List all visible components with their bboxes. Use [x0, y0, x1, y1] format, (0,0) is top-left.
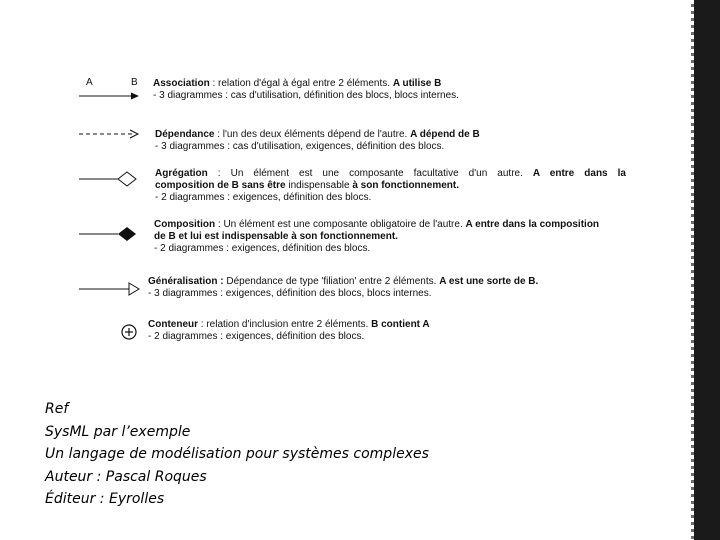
bold-text: Composition: [154, 219, 216, 230]
relation-line: [154, 219, 599, 230]
bold-text: A entre dans la composition: [465, 219, 600, 230]
book-title: SysML par l’exemple: [45, 423, 191, 440]
bold-text: A dépend de B: [410, 129, 480, 140]
text: : relation d'inclusion entre 2 éléments.: [198, 319, 372, 330]
relation-line: [154, 231, 398, 242]
relation-line: [148, 319, 430, 330]
text: - 2 diagrammes : exigences, définition des blocs.: [155, 192, 372, 203]
book-author: Auteur : Pascal Roques: [45, 468, 207, 485]
relation-line: [155, 180, 459, 191]
relation-line: [148, 276, 538, 287]
text: indispensable: [288, 180, 350, 191]
bold-text: Généralisation :: [148, 276, 224, 287]
bold-text: composition de B sans être: [155, 180, 289, 191]
text: - 3 diagrammes : cas d'utilisation, exigences, définition des blocs.: [155, 141, 445, 152]
bold-text: de B et lui est indispensable à son fonctionnement.: [154, 231, 398, 242]
text: : Un élément est une composante facultative d'un autre.: [207, 168, 533, 179]
relation-line: [153, 90, 459, 101]
relation-line: [155, 129, 480, 140]
text: Dépendance de type 'filiation' entre 2 éléments.: [223, 276, 440, 287]
bold-text: Dépendance: [155, 129, 215, 140]
relation-line: [148, 288, 431, 299]
bold-text: A utilise B: [392, 78, 442, 89]
relation-line: [155, 192, 371, 203]
dashed-arrow-icon: [79, 130, 138, 138]
bold-text: A est une sorte de B.: [439, 276, 539, 287]
hollow-diamond-icon: [79, 172, 136, 186]
ref-heading: Ref: [45, 401, 69, 417]
circle-plus-icon: [122, 325, 136, 339]
text: : relation d'égal à égal entre 2 éléments.: [209, 78, 393, 89]
text: : Un élément est une composante obligatoire de l'autre.: [215, 219, 466, 230]
reference-block: [45, 398, 429, 511]
bold-text: Agrégation: [155, 168, 208, 179]
bold-text: Association: [153, 78, 210, 89]
relation-line: [148, 331, 364, 342]
bold-text: Conteneur: [148, 319, 198, 330]
text: : l'un des deux éléments dépend de l'autre.: [214, 129, 411, 140]
bold-text: B contient A: [371, 319, 430, 330]
bold-text: A entre dans la: [532, 168, 626, 179]
relation-line: [155, 168, 626, 179]
text: - 2 diagrammes : exigences, définition des blocs.: [148, 331, 365, 342]
filled-diamond-icon: [79, 227, 136, 241]
hollow-triangle-arrow-icon: [79, 283, 139, 295]
text: - 2 diagrammes : exigences, définition des blocs.: [154, 243, 371, 254]
text: - 3 diagrammes : cas d'utilisation, définition des blocs, blocs internes.: [153, 90, 459, 101]
label-b: B: [131, 77, 138, 88]
relation-line: [154, 243, 370, 254]
label-a: A: [86, 77, 93, 88]
bold-text: à son fonctionnement.: [349, 180, 459, 191]
relation-line: [153, 78, 441, 89]
relation-line: [155, 141, 444, 152]
plain-arrow-icon: [79, 93, 139, 100]
book-subtitle: Un langage de modélisation pour systèmes complexes: [45, 446, 429, 462]
book-publisher: Éditeur : Eyrolles: [45, 491, 165, 507]
text: - 3 diagrammes : exigences, définition des blocs, blocs internes.: [148, 288, 432, 299]
